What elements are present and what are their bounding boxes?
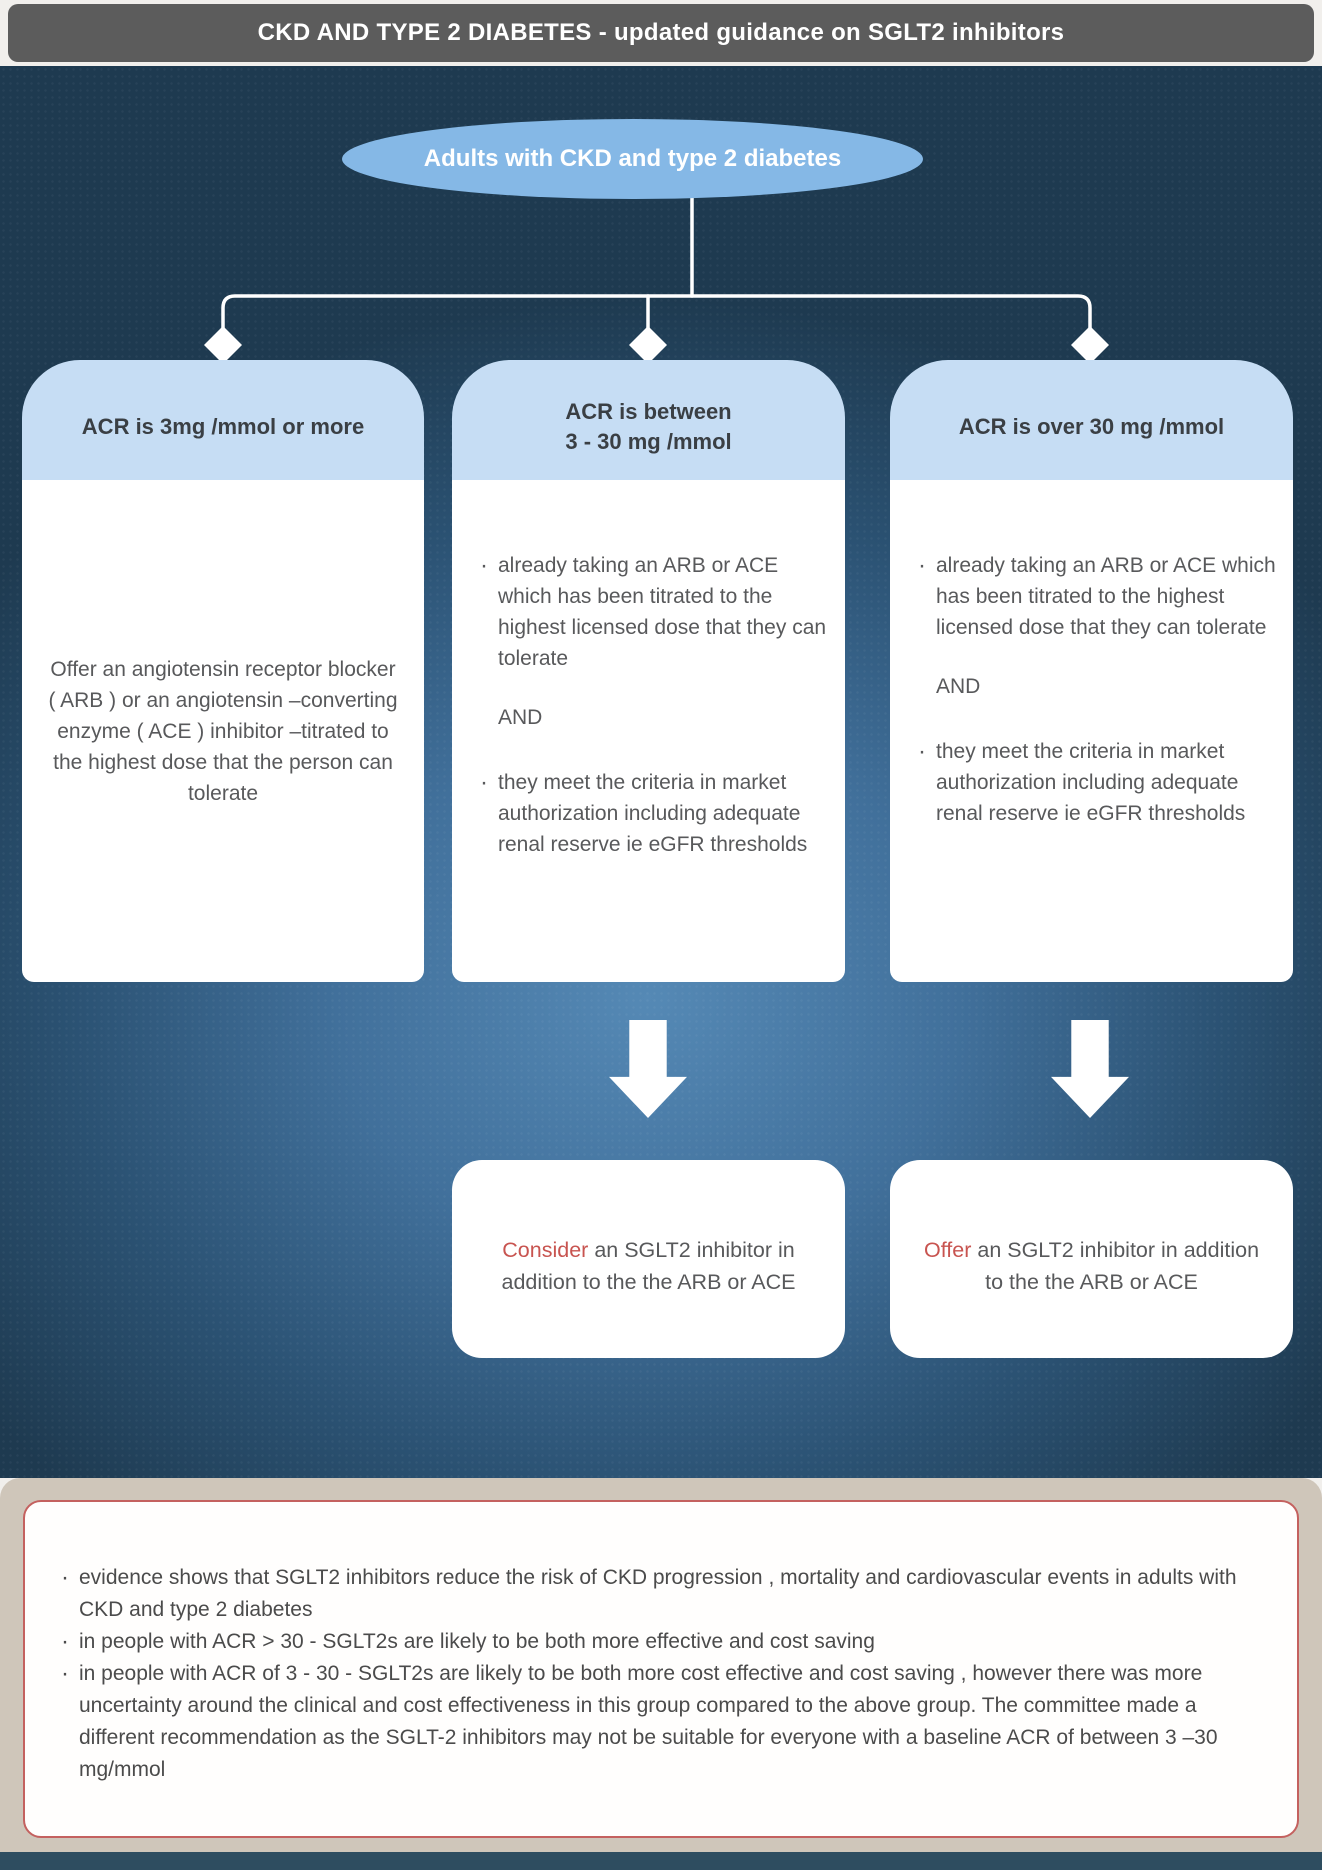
flow-root-node — [342, 119, 923, 199]
column-acr-3-or-more — [22, 360, 424, 982]
bullet-item — [480, 767, 829, 860]
bullet-dot: · — [480, 552, 488, 579]
column-header — [22, 360, 424, 480]
app-header — [8, 4, 1314, 62]
bullet-dot: · — [61, 1564, 69, 1591]
note-text: in people with ACR > 30 - SGLT2s are likely to be both more effective and cost saving — [79, 1630, 875, 1653]
and-label: AND — [498, 706, 543, 729]
bullet-text: they meet the criteria in market authorization including adequate renal reserve ie eGFR thresholds — [936, 740, 1246, 825]
outcome-box-consider — [452, 1160, 845, 1358]
column-header — [452, 360, 845, 480]
and-label: AND — [936, 675, 981, 698]
column-body — [22, 480, 424, 982]
bullet-text: they meet the criteria in market authorization including adequate renal reserve ie eGFR thresholds — [498, 771, 808, 856]
note-text: evidence shows that SGLT2 inhibitors reduce the risk of CKD progression , mortality and cardiovascular events in adults with CKD and type 2 diabetes — [79, 1566, 1237, 1621]
column-acr-3-to-30 — [452, 360, 845, 982]
bullet-dot: · — [61, 1628, 69, 1655]
outcome-keyword: Consider — [502, 1238, 589, 1262]
notes-card — [23, 1500, 1299, 1838]
column-body — [452, 480, 845, 982]
flow-root-label: Adults with CKD and type 2 diabetes — [423, 145, 842, 172]
column-body — [890, 480, 1293, 982]
note-bullet — [61, 1658, 1261, 1786]
bullet-text: already taking an ARB or ACE which has been titrated to the highest licensed dose that they can tolerate — [498, 554, 827, 670]
outcome-box-offer — [890, 1160, 1293, 1358]
notes-panel — [0, 1478, 1322, 1852]
bullet-dot: · — [918, 738, 926, 765]
bullet-dot: · — [480, 769, 488, 796]
decision-diamond — [204, 326, 242, 364]
column-body-text: Offer an angiotensin receptor blocker ( ARB ) or an angiotensin –converting enzyme ( ACE ) inhibitor –titrated to the highest dose that the person can tolerate — [48, 657, 398, 805]
decision-diamond — [1071, 326, 1109, 364]
decision-diamond — [629, 326, 667, 364]
flowchart-panel — [0, 66, 1322, 1478]
bullet-text: already taking an ARB or ACE which has been titrated to the highest licensed dose that they can tolerate — [936, 554, 1276, 639]
page-title: CKD AND TYPE 2 DIABETES - updated guidance on SGLT2 inhibitors — [257, 19, 1065, 46]
note-bullet — [61, 1626, 1261, 1658]
outcome-rest: an SGLT2 inhibitor in addition to the the ARB or ACE — [977, 1238, 1260, 1294]
bullet-item — [480, 550, 829, 674]
bullet-dot: · — [61, 1660, 69, 1687]
column-header — [890, 360, 1293, 480]
note-text: in people with ACR of 3 - 30 - SGLT2s are likely to be both more cost effective and cost saving , however there was more uncertainty around the clinical and cost effectiveness in this group compared to the above group. The committee made a different recommendation as the SGLT-2 inhibitors may not be suitable for everyone with a baseline ACR of between 3 –30 mg/mmol — [79, 1662, 1218, 1781]
bullet-item — [918, 736, 1277, 829]
bullet-dot: · — [918, 552, 926, 579]
bullet-item — [918, 550, 1277, 643]
outcome-text — [480, 1234, 817, 1298]
column-header-line: ACR is 3mg /mmol or more — [81, 414, 365, 439]
column-header-line: ACR is over 30 mg /mmol — [958, 414, 1225, 439]
outcome-text — [918, 1234, 1265, 1298]
outcome-rest: an SGLT2 inhibitor in addition to the the ARB or ACE — [501, 1238, 796, 1294]
footer-strip — [0, 1852, 1322, 1870]
column-acr-over-30 — [890, 360, 1293, 982]
note-bullet — [61, 1562, 1261, 1626]
outcome-keyword: Offer — [923, 1238, 972, 1262]
column-header-line: 3 - 30 mg /mmol — [565, 429, 732, 454]
column-header-line: ACR is between — [565, 399, 732, 424]
